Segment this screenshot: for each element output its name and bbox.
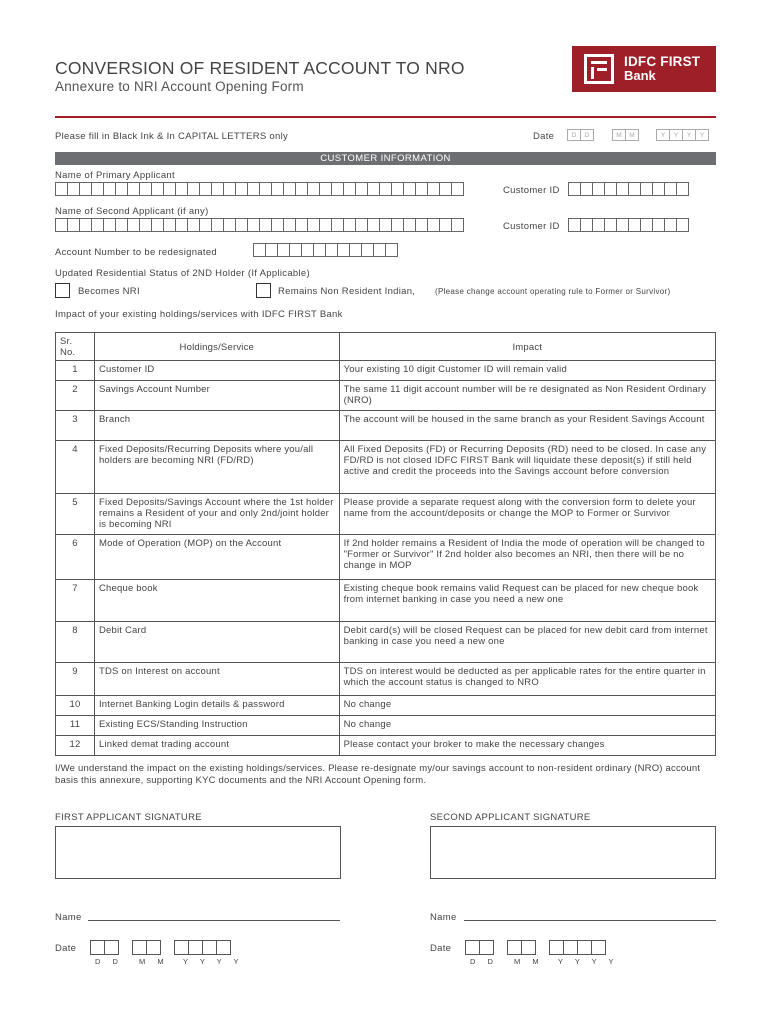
declaration-text: I/We understand the impact on the existing holdings/services. Please re-designate my/our savings account to non-resident ordinary (NRO) account basis this annexure, supporting KYC documents and the NRI Account Opening form. xyxy=(55,763,701,786)
table-row xyxy=(56,580,716,622)
bank-logo-icon xyxy=(584,54,614,84)
sr-no-cell: 7 xyxy=(56,580,95,622)
holding-cell: TDS on Interest on account xyxy=(94,663,339,696)
second-date-dd-label: D D xyxy=(470,957,498,966)
table-row xyxy=(56,622,716,663)
char-box[interactable] xyxy=(676,182,689,196)
remains-nri-note: (Please change account operating rule to Former or Survivor) xyxy=(435,287,671,296)
holding-cell: Existing ECS/Standing Instruction xyxy=(94,716,339,736)
first-signature-box[interactable] xyxy=(55,826,341,879)
form-subtitle: Annexure to NRI Account Opening Form xyxy=(55,79,304,94)
date-label: Date xyxy=(533,131,555,142)
holding-cell: Customer ID xyxy=(94,361,339,381)
holding-cell: Internet Banking Login details & password xyxy=(94,696,339,716)
second-signature-box[interactable] xyxy=(430,826,716,879)
sr-no-cell: 2 xyxy=(56,381,95,411)
char-box[interactable] xyxy=(451,182,464,196)
form-date-month[interactable]: M M xyxy=(612,129,638,141)
first-date-mm-label: M M xyxy=(139,957,169,966)
residential-status-label: Updated Residential Status of 2ND Holder (If Applicable) xyxy=(55,268,310,279)
second-name-field[interactable] xyxy=(464,920,716,921)
holding-cell: Cheque book xyxy=(94,580,339,622)
sr-no-cell: 6 xyxy=(56,535,95,580)
impact-cell: No change xyxy=(339,716,715,736)
bank-logo xyxy=(572,46,716,92)
impact-cell: Your existing 10 digit Customer ID will remain valid xyxy=(339,361,715,381)
second-applicant-label: Name of Second Applicant (if any) xyxy=(55,206,209,217)
table-row xyxy=(56,441,716,494)
header-holdings: Holdings/Service xyxy=(94,333,339,361)
sr-no-cell: 8 xyxy=(56,622,95,663)
table-row xyxy=(56,736,716,756)
sr-no-cell: 1 xyxy=(56,361,95,381)
impact-cell: If 2nd holder remains a Resident of India the mode of operation will be changed to "Former or Survivor" If 2nd holder also becomes an NRI, then there will be no change in MOP xyxy=(339,535,715,580)
holding-cell: Mode of Operation (MOP) on the Account xyxy=(94,535,339,580)
holding-cell: Debit Card xyxy=(94,622,339,663)
holding-cell: Linked demat trading account xyxy=(94,736,339,756)
impact-intro-label: Impact of your existing holdings/services with IDFC FIRST Bank xyxy=(55,309,343,320)
table-row xyxy=(56,361,716,381)
sr-no-cell: 5 xyxy=(56,494,95,535)
holding-cell: Savings Account Number xyxy=(94,381,339,411)
sr-no-cell: 11 xyxy=(56,716,95,736)
impact-table xyxy=(55,332,716,756)
first-name-label: Name xyxy=(55,912,82,923)
impact-cell: Please provide a separate request along with the conversion form to delete your name from the account/deposits or change the MOP to Former or Survivor xyxy=(339,494,715,535)
customer-info-heading: CUSTOMER INFORMATION xyxy=(55,152,716,165)
account-number-field[interactable] xyxy=(253,243,397,257)
table-row xyxy=(56,535,716,580)
table-row xyxy=(56,381,716,411)
impact-cell: All Fixed Deposits (FD) or Recurring Deposits (RD) need to be closed. In case any FD/RD is not closed IDFC FIRST Bank will liquidate these deposit(s) if still held active and credit the proceeds into the Savings account before conversion xyxy=(339,441,715,494)
second-date-field[interactable] xyxy=(465,940,605,955)
header-impact: Impact xyxy=(339,333,715,361)
char-box[interactable] xyxy=(676,218,689,232)
sr-no-cell: 3 xyxy=(56,411,95,441)
second-customer-id-label: Customer ID xyxy=(503,221,560,232)
char-box[interactable] xyxy=(385,243,398,257)
impact-cell: The same 11 digit account number will be re designated as Non Resident Ordinary (NRO) xyxy=(339,381,715,411)
first-date-dd-label: D D xyxy=(95,957,123,966)
impact-cell: Debit card(s) will be closed Request can be placed for new debit card from internet banking in case you need a new one xyxy=(339,622,715,663)
header-divider xyxy=(55,116,716,118)
sr-no-cell: 4 xyxy=(56,441,95,494)
first-date-field[interactable] xyxy=(90,940,230,955)
table-row xyxy=(56,716,716,736)
becomes-nri-label: Becomes NRI xyxy=(78,286,140,297)
holding-cell: Fixed Deposits/Savings Account where the 1st holder remains a Resident of your and only 2nd/joint holder is becoming NRI xyxy=(94,494,339,535)
holding-cell: Branch xyxy=(94,411,339,441)
second-date-yyyy-label: Y Y Y Y xyxy=(558,957,619,966)
second-applicant-name-field[interactable] xyxy=(55,218,463,232)
sr-no-cell: 10 xyxy=(56,696,95,716)
instructions-text: Please fill in Black Ink & In CAPITAL LETTERS only xyxy=(55,131,289,142)
second-name-label: Name xyxy=(430,912,457,923)
second-signature-label: SECOND APPLICANT SIGNATURE xyxy=(430,812,591,823)
impact-cell: Please contact your broker to make the necessary changes xyxy=(339,736,715,756)
bank-logo-line1: IDFC FIRST xyxy=(624,54,701,70)
impact-cell: Existing cheque book remains valid Request can be placed for new cheque book from internet banking in case you need a new one xyxy=(339,580,715,622)
form-title: CONVERSION OF RESIDENT ACCOUNT TO NRO xyxy=(55,58,465,78)
table-row xyxy=(56,696,716,716)
second-date-label: Date xyxy=(430,943,452,954)
primary-customer-id-field[interactable] xyxy=(568,182,688,196)
holding-cell: Fixed Deposits/Recurring Deposits where you/all holders are becoming NRI (FD/RD) xyxy=(94,441,339,494)
remains-nri-checkbox[interactable] xyxy=(256,283,271,298)
impact-cell: The account will be housed in the same branch as your Resident Savings Account xyxy=(339,411,715,441)
first-name-field[interactable] xyxy=(88,920,340,921)
table-header-row xyxy=(56,333,716,361)
sr-no-cell: 12 xyxy=(56,736,95,756)
char-box[interactable] xyxy=(451,218,464,232)
sr-no-cell: 9 xyxy=(56,663,95,696)
primary-applicant-name-field[interactable] xyxy=(55,182,463,196)
bank-logo-line2: Bank xyxy=(624,68,656,84)
header-sr-no: Sr. No. xyxy=(56,333,95,361)
first-date-label: Date xyxy=(55,943,77,954)
table-row xyxy=(56,411,716,441)
table-row xyxy=(56,494,716,535)
form-date-day[interactable]: D D xyxy=(567,129,593,141)
second-customer-id-field[interactable] xyxy=(568,218,688,232)
becomes-nri-checkbox[interactable] xyxy=(55,283,70,298)
table-row xyxy=(56,663,716,696)
primary-applicant-label: Name of Primary Applicant xyxy=(55,170,175,181)
first-signature-label: FIRST APPLICANT SIGNATURE xyxy=(55,812,202,823)
second-date-mm-label: M M xyxy=(514,957,544,966)
account-number-label: Account Number to be redesignated xyxy=(55,247,217,258)
first-date-yyyy-label: Y Y Y Y xyxy=(183,957,244,966)
impact-cell: No change xyxy=(339,696,715,716)
impact-cell: TDS on interest would be deducted as per applicable rates for the entire quarter in which the account status is changed to NRO xyxy=(339,663,715,696)
form-date-year[interactable]: Y Y Y Y xyxy=(656,129,708,141)
primary-customer-id-label: Customer ID xyxy=(503,185,560,196)
remains-nri-label: Remains Non Resident Indian, xyxy=(278,286,416,297)
